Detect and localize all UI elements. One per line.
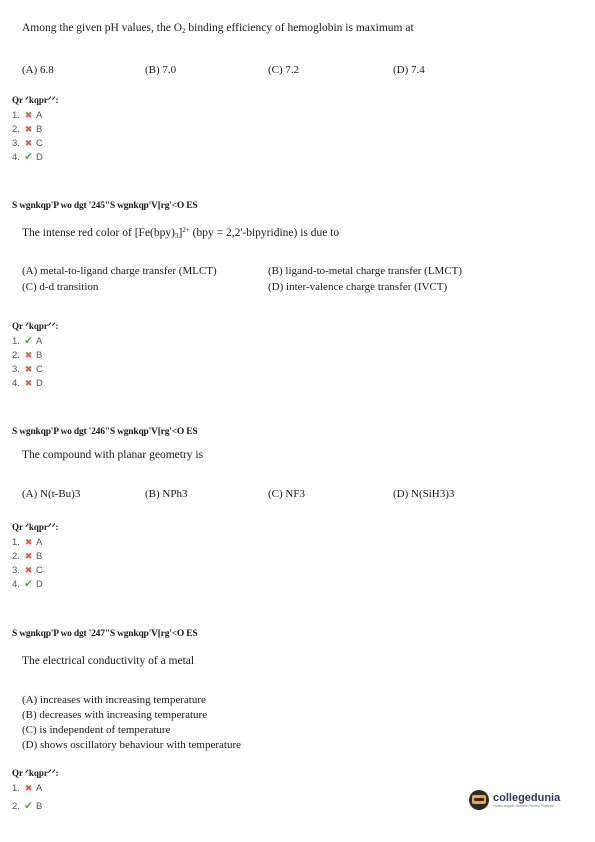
answer-options-label: Qr ᐟkqprᐟᐟ: (12, 321, 59, 331)
question-3-text: The compound with planar geometry is (22, 449, 204, 461)
answer-options-label: Qr ᐟkqprᐟᐟ: (12, 95, 59, 105)
answer-item: 1. ✖ A (12, 782, 43, 794)
answer-item: 4. ✔ D (12, 578, 43, 590)
answer-options-label: Qr ᐟkqprᐟᐟ: (12, 522, 59, 532)
answer-item: 2. ✔ B (12, 800, 43, 812)
question-4-text: The electrical conductivity of a metal (22, 655, 195, 667)
answer-item: 4. ✔ D (12, 151, 43, 163)
answer-item: 1. ✔ A (12, 335, 43, 347)
cross-icon: ✖ (24, 377, 33, 388)
cross-icon: ✖ (24, 123, 33, 134)
answer-item: 1. ✖ A (12, 536, 43, 548)
check-icon: ✔ (24, 800, 33, 812)
logo-icon (469, 790, 489, 810)
q3-option-b: (B) NPh3 (145, 488, 188, 500)
check-icon: ✔ (24, 335, 33, 347)
q4-option-a: (A) increases with increasing temperature (22, 694, 206, 706)
cross-icon: ✖ (24, 349, 33, 360)
q1-option-a: (A) 6.8 (22, 64, 54, 76)
q3-option-d: (D) N(SiH3)3 (393, 488, 455, 500)
question-header-4: S wgnkqp'P wo dgt '247"S wgnkqp'V[rg'<O ES (12, 629, 198, 639)
answer-item: 1. ✖ A (12, 109, 43, 121)
cross-icon: ✖ (24, 137, 33, 148)
cross-icon: ✖ (24, 109, 33, 120)
question-2-text: The intense red color of $[Fe(bpy)_3]^{2+}$ (bpy = 2,2'-bipyridine) is due to (22, 226, 340, 240)
q2-option-d: (D) inter-valence charge transfer (IVCT) (268, 281, 448, 293)
q3-option-a: (A) N(t-Bu)3 (22, 488, 81, 500)
question-header-3: S wgnkqp'P wo dgt '246"S wgnkqp'V[rg'<O ES (12, 427, 198, 437)
q1-option-d: (D) 7.4 (393, 64, 425, 76)
answer-item: 2. ✖ B (12, 349, 43, 361)
answer-list-4 (12, 781, 42, 813)
answer-options-label: Qr ᐟkqprᐟᐟ: (12, 768, 59, 778)
q4-option-c: (C) is independent of temperature (22, 724, 171, 736)
logo-name: collegedunia (493, 792, 561, 804)
q3-option-c: (C) NF3 (268, 488, 305, 500)
cross-icon: ✖ (24, 782, 33, 793)
check-icon: ✔ (24, 151, 33, 163)
answer-item: 3. ✖ C (12, 137, 43, 149)
answer-item: 2. ✖ B (12, 550, 43, 562)
q2-option-a: (A) metal-to-ligand charge transfer (MLCT) (22, 265, 217, 277)
cross-icon: ✖ (24, 550, 33, 561)
q1-option-b: (B) 7.0 (145, 64, 177, 76)
q2-option-c: (C) d-d transition (22, 281, 99, 293)
answer-list-1 (12, 108, 43, 164)
answer-item: 4. ✖ D (12, 377, 43, 389)
check-icon: ✔ (24, 578, 33, 590)
q4-option-d: (D) shows oscillatory behaviour with temperature (22, 739, 242, 751)
collegedunia-logo (469, 790, 560, 810)
answer-item: 3. ✖ C (12, 363, 43, 375)
cross-icon: ✖ (24, 564, 33, 575)
logo-tagline: India's largest Student Review Platform (493, 804, 554, 808)
answer-item: 3. ✖ C (12, 564, 43, 576)
q1-option-c: (C) 7.2 (268, 64, 300, 76)
cross-icon: ✖ (24, 363, 33, 374)
answer-list-3 (12, 535, 43, 591)
question-header-2: S wgnkqp'P wo dgt '245"S wgnkqp'V[rg'<O ES (12, 201, 198, 211)
answer-list-2 (12, 334, 43, 390)
q2-option-b: (B) ligand-to-metal charge transfer (LMCT) (268, 265, 463, 277)
q4-option-b: (B) decreases with increasing temperature (22, 709, 208, 721)
question-1-text: Among the given pH values, the $O_2$ binding efficiency of hemoglobin is maximum at (22, 22, 414, 35)
cross-icon: ✖ (24, 536, 33, 547)
answer-item: 2. ✖ B (12, 123, 43, 135)
